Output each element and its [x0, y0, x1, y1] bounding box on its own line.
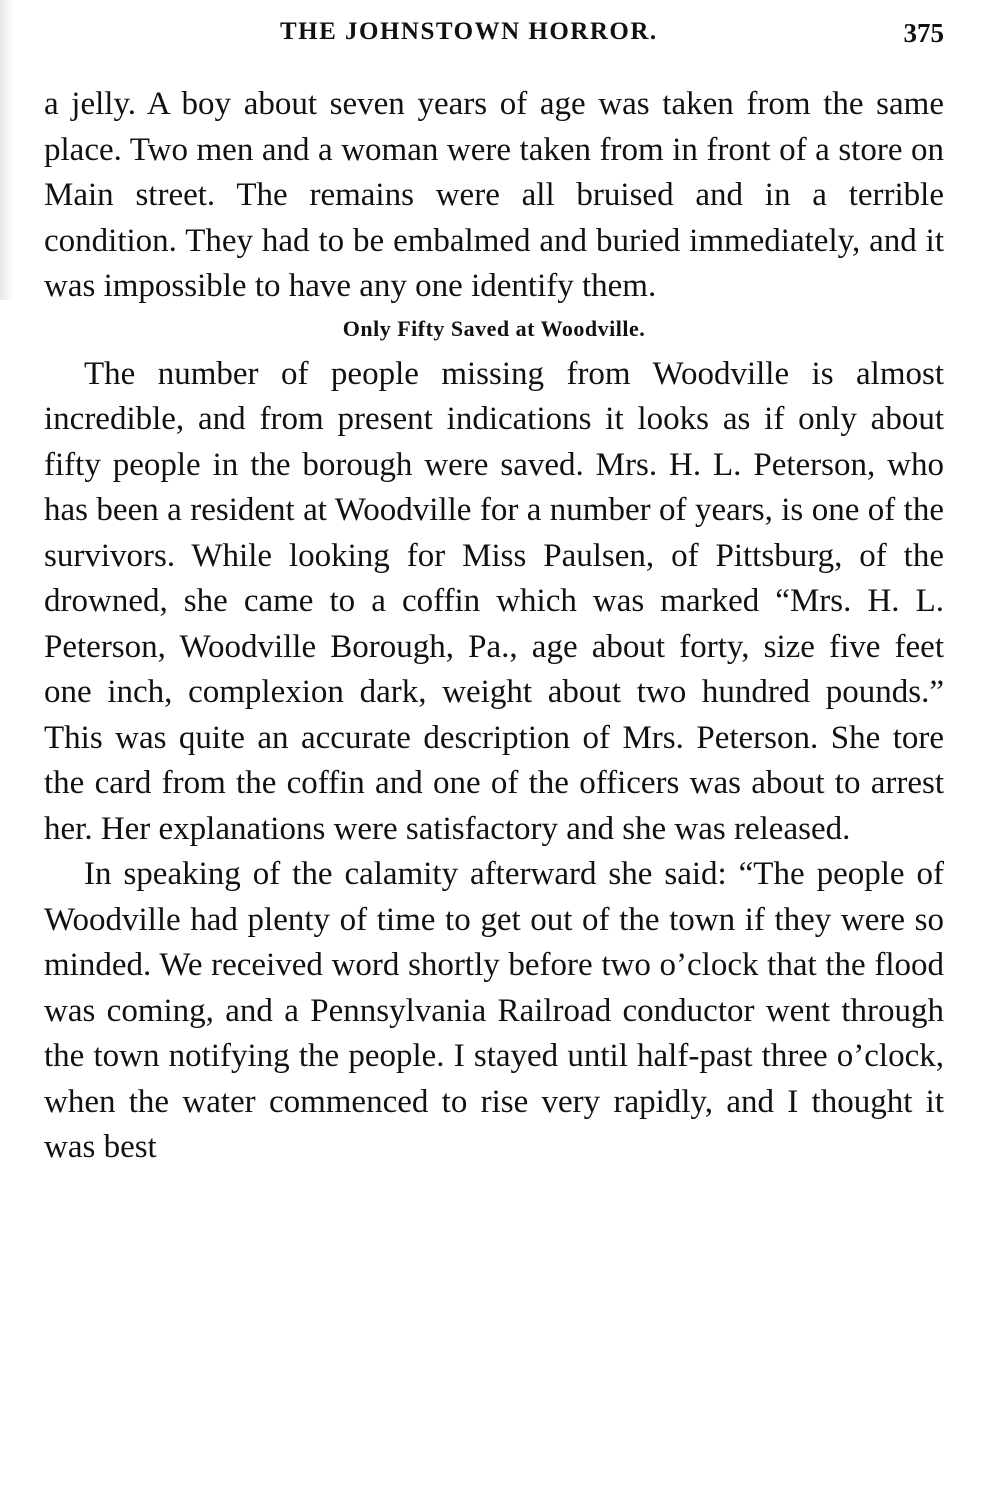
- section-heading: Only Fifty Saved at Woodville.: [342, 315, 646, 341]
- running-title: THE JOHNSTOWN HORROR.: [280, 18, 658, 45]
- scan-shadow: [0, 0, 14, 300]
- body-text: [44, 82, 944, 1171]
- paragraph-continued: a jelly. A boy about seven years of age was taken from the same place. Two men and a woman were taken from in front of a store on Main street. The remains were all bruised and in a terrible condition. They had to be embalmed and buried immediately, and it was impossible to have any one identify them.: [44, 86, 944, 304]
- paragraph-peterson-quote: In speaking of the calamity afterward she said: “The people of Woodville had plenty of time to get out of the town if they were so minded. We received word shortly before two o’clock that the flood was coming, and a Pennsylvania Railroad conductor went through the town notifying the people. I stayed until half-past three o’clock, when the water commenced to rise very rapidly, and I thought it was best: [44, 856, 944, 1165]
- paragraph-woodville: The number of people missing from Woodville is almost incredible, and from present indications it looks as if only about fifty people in the borough were saved. Mrs. H. L. Peterson, who has been a resident at Woodville for a number of years, is one of the survivors. While looking for Miss Paulsen, of Pittsburg, of the drowned, she came to a coffin which was marked “Mrs. H. L. Peterson, Woodville Borough, Pa., age about forty, size five feet one inch, complexion dark, weight about two hundred pounds.” This was quite an accurate description of Mrs. Peterson. She tore the card from the coffin and one of the officers was about to arrest her. Her explanations were satisfactory and she was released.: [44, 355, 944, 847]
- page-number: 375: [903, 18, 944, 48]
